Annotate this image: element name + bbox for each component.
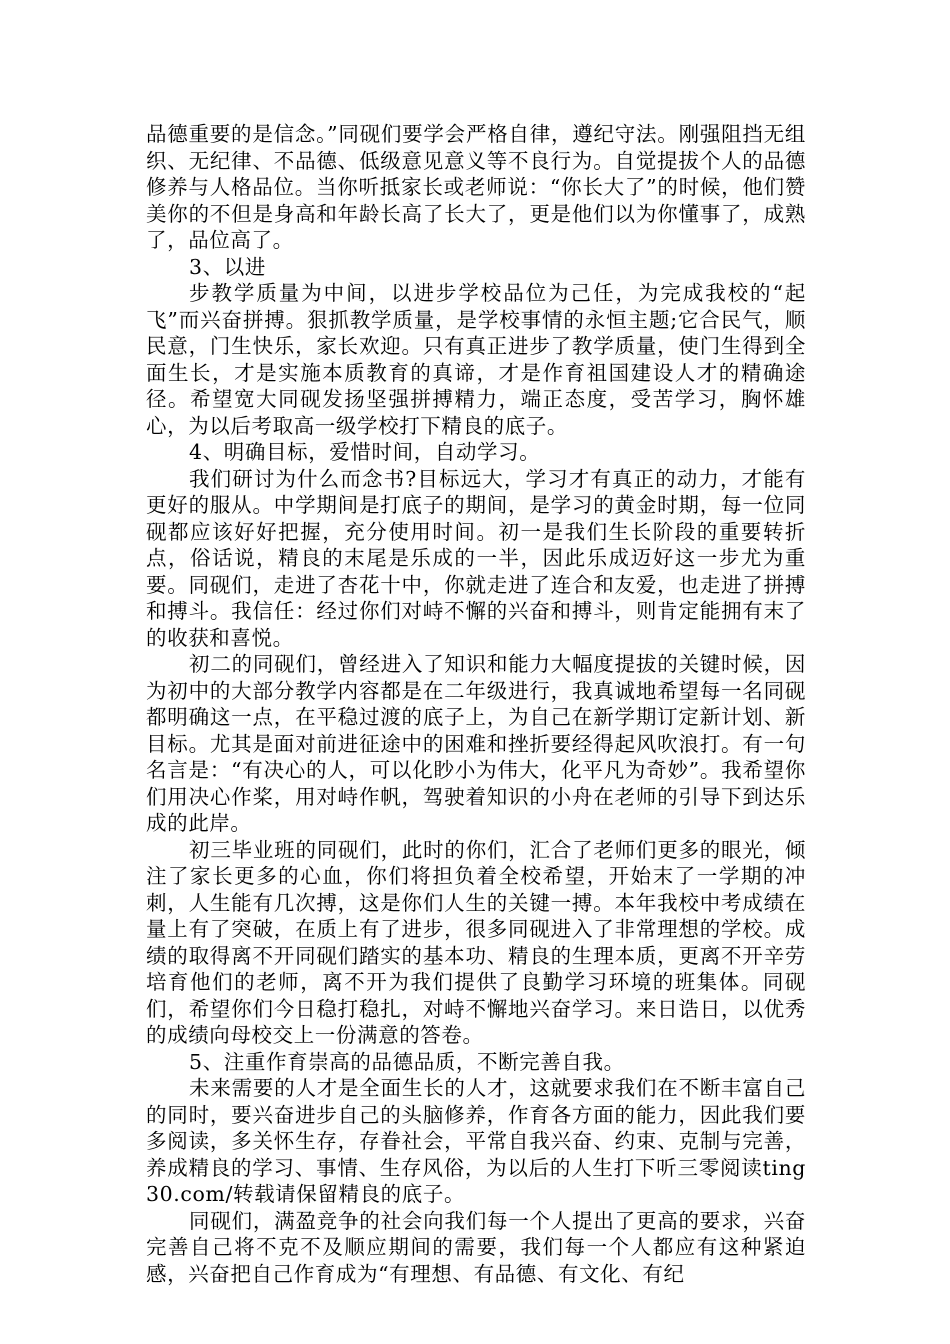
- section-heading-3: 3、以进: [189, 254, 266, 279]
- paragraph-teaching-quality: 步教学质量为中间，以进步学校品位为己任，为完成我校的“起飞”而兴奋拼搏。狠抓教学质量，是学校事情的永恒主题;它合民气，顺民意，门生快乐，家长欢迎。只有真正进步了教学质量，使门生得到全面生长，才是实施本质教育的真谛，才是作育祖国建设人才的精确途径。希望宽大同砚发扬坚强拼搏精力，端正态度，受苦学习，胸怀雄心，为以后考取高一级学校打下精良的底子。: [146, 281, 806, 438]
- section-heading-4: 4、明确目标，爱惜时间，自动学习。: [189, 440, 541, 464]
- paragraph-1: 品德重要的是信念。”同砚们要学会严格自律，遵纪守法。刚强阻挡无组织、无纪律、不品德、低级意见意义等不良行为。自觉提拔个人的品德修养与人格品位。当你听抵家长或老师说：“你长大了”的时候，他们赞美你的不但是身高和年龄长高了长大了，更是他们以为你懂事了，成熟了，品位高了。: [146, 122, 806, 252]
- paragraph-all-round: 未来需要的人才是全面生长的人才，这就要求我们在不断丰富自己的同时，要兴奋进步自己的头脑修养，作育各方面的能力，因此我们要多阅读，多关怀生存，存眷社会，平常自我兴奋、约束、克制与完善，养成精良的学习、事情、生存风俗，为以后的人生打下听三零阅读ting30.com/转载请保留精良的底子。: [146, 1076, 806, 1206]
- paragraph-grade-three: 初三毕业班的同砚们，此时的你们，汇合了老师们更多的眼光，倾注了家长更多的心血，你们将担负着全校希望，开始末了一学期的冲刺，人生能有几次搏，这是你们人生的关键一搏。本年我校中考成绩在量上有了突破，在质上有了进步，很多同砚进入了非常理想的学校。成绩的取得离不开同砚们踏实的基本功、精良的生理本质，更离不开辛劳培育他们的老师，离不开为我们提供了良勤学习环境的班集体。同砚们，希望你们今日稳打稳扎，对峙不懈地兴奋学习。来日诰日，以优秀的成绩向母校交上一份满意的答卷。: [146, 837, 806, 1047]
- paragraph-study-purpose: 我们研讨为什么而念书?目标远大，学习才有真正的动力，才能有更好的服从。中学期间是打底子的期间，是学习的黄金时期，每一位同砚都应该好好把握，充分使用时间。初一是我们生长阶段的重要转折点，俗话说，精良的末尾是乐成的一半，因此乐成迈好这一步尤为重要。同砚们，走进了杏花十中，你就走进了连合和友爱，也走进了拼搏和搏斗。我信任：经过你们对峙不懈的兴奋和搏斗，则肯定能拥有末了的收获和喜悦。: [146, 466, 806, 650]
- paragraph-closing: 同砚们，满盈竞争的社会向我们每一个人提出了更高的要求，兴奋完善自己将不克不及顺应期间的需要，我们每一个人都应有这种紧迫感，兴奋把自己作育成为“有理想、有品德、有文化、有纪: [146, 1208, 806, 1286]
- document-page: [146, 121, 806, 1287]
- section-heading-5: 5、注重作育崇高的品德品质，不断完善自我。: [189, 1049, 625, 1074]
- paragraph-grade-two: 初二的同砚们，曾经进入了知识和能力大幅度提拔的关键时候，因为初中的大部分教学内容都是在二年级进行，我真诚地希望每一名同砚都明确这一点，在平稳过渡的底子上，为自己在新学期订定新计划、新目标。尤其是面对前进征途中的困难和挫折要经得起风吹浪打。有一句名言是：“有决心的人，可以化眇小为伟大，化平凡为奇妙”。我希望你们用决心作桨，用对峙作帆，驾驶着知识的小舟在老师的引导下到达乐成的此岸。: [146, 652, 806, 835]
